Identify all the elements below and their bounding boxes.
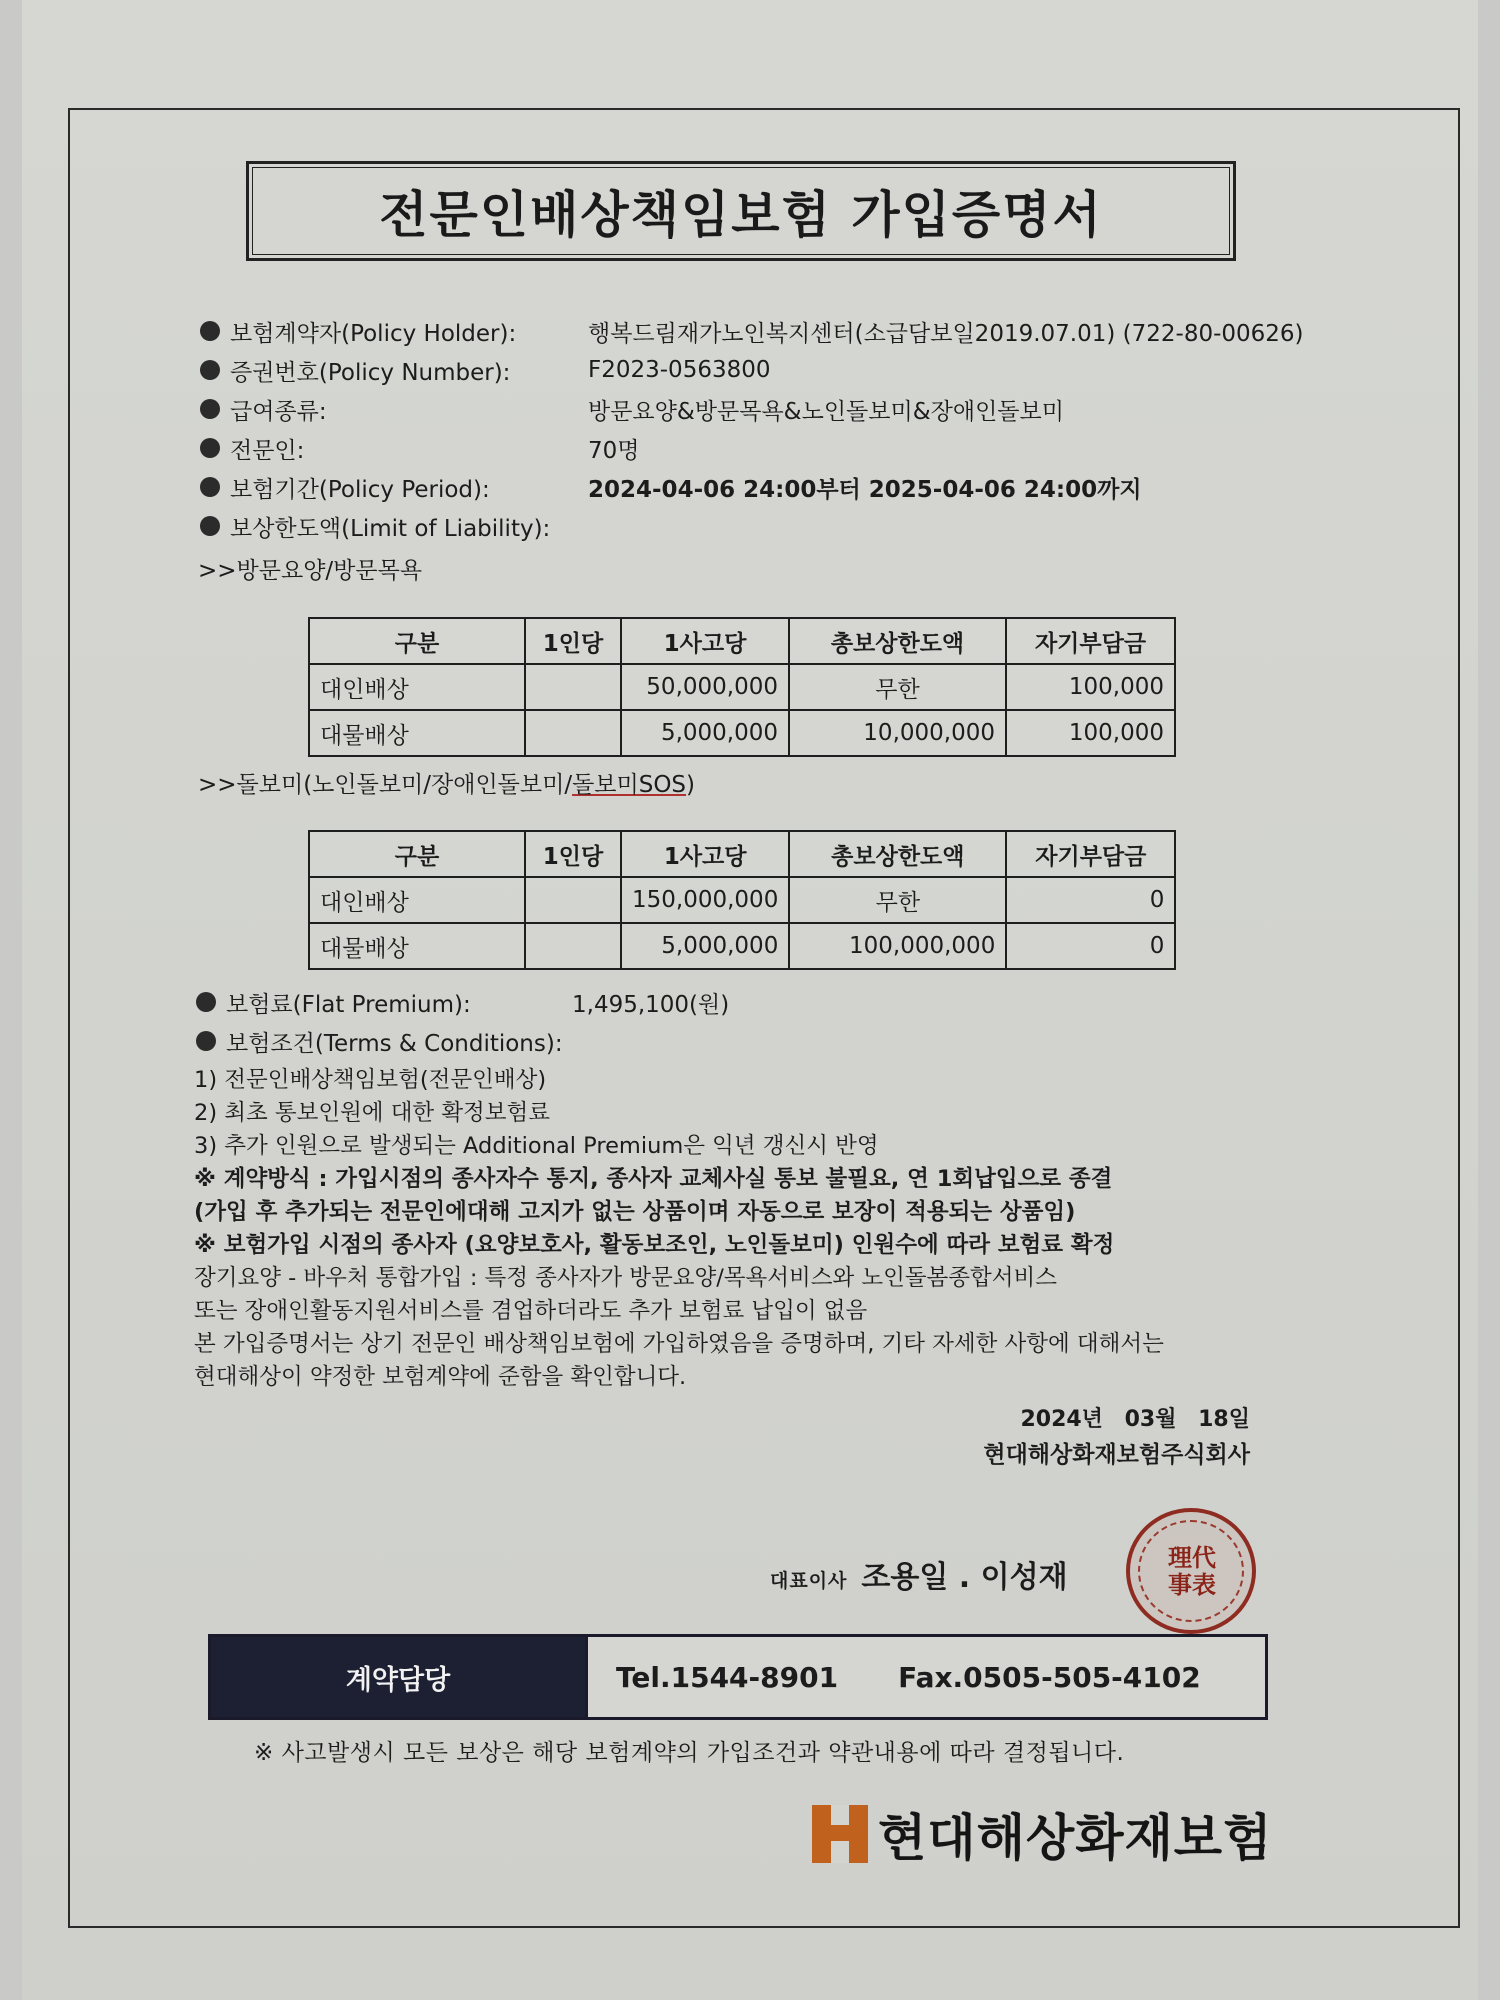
table-header-row — [309, 831, 1175, 877]
terms-note: 또는 장애인활동지원서비스를 겸업하더라도 추가 보험료 납입이 없음 — [194, 1298, 868, 1324]
col-header: 구분 — [309, 618, 525, 664]
benefit-type-label: 급여종류: — [230, 398, 327, 425]
deductible-cell: 0 — [1006, 877, 1175, 923]
table-row — [309, 664, 1175, 710]
bullet-icon — [200, 399, 220, 419]
category-cell: 대물배상 — [309, 923, 525, 969]
terms-row — [196, 1026, 584, 1056]
limit-of-liability-row — [200, 511, 588, 541]
policy-number-row — [200, 355, 771, 385]
contact-details — [585, 1637, 1265, 1717]
per-accident-cell: 5,000,000 — [621, 710, 789, 756]
deductible-cell: 100,000 — [1006, 664, 1175, 710]
document-title: 전문인배상책임보험 가입증명서 — [252, 167, 1230, 255]
section2-title-suffix: ) — [686, 772, 696, 798]
col-header: 1인당 — [525, 831, 621, 877]
section1-title: >>방문요양/방문목욕 — [198, 558, 423, 584]
table-row — [309, 877, 1175, 923]
per-person-cell — [525, 710, 621, 756]
bullet-icon — [200, 477, 220, 497]
bullet-icon — [200, 360, 220, 380]
ceo-names: 조용일 . 이성재 — [861, 1560, 1068, 1595]
col-header: 구분 — [309, 831, 525, 877]
col-header: 자기부담금 — [1006, 831, 1175, 877]
policy-period-row — [200, 472, 1142, 502]
issuing-company: 현대해상화재보험주식회사 — [983, 1442, 1250, 1468]
limit-of-liability-label: 보상한도액(Limit of Liability): — [230, 515, 551, 542]
col-header: 1사고당 — [621, 831, 789, 877]
liability-table-caregiver — [308, 830, 1176, 970]
certification-statement: 현대해상이 약정한 보험계약에 준함을 확인합니다. — [194, 1364, 687, 1390]
policy-number-value: F2023-0563800 — [588, 357, 771, 383]
col-header: 자기부담금 — [1006, 618, 1175, 664]
hyundai-h-logo-icon — [812, 1805, 868, 1863]
policy-period-value: 2024-04-06 24:00부터 2025-04-06 24:00까지 — [588, 476, 1142, 503]
terms-item: 1) 전문인배상책임보험(전문인배상) — [194, 1067, 547, 1093]
fax-number: Fax.0505-505-4102 — [898, 1660, 1201, 1694]
bullet-icon — [200, 321, 220, 341]
per-person-cell — [525, 923, 621, 969]
contract-method-detail: (가입 후 추가되는 전문인에대해 고지가 없는 상품이며 자동으로 보장이 적용되는 상품임) — [194, 1199, 1076, 1225]
policy-holder-label: 보험계약자(Policy Holder): — [230, 320, 517, 347]
section2-title-prefix: >>돌보미(노인돌보미/장애인돌보미/ — [198, 772, 573, 798]
premium-value: 1,495,100(원) — [572, 991, 730, 1018]
claims-notice: ※ 사고발생시 모든 보상은 해당 보험계약의 가입조건과 약관내용에 따라 결정됩니다. — [254, 1740, 1125, 1766]
terms-label: 보험조건(Terms & Conditions): — [226, 1030, 563, 1057]
policy-period-label: 보험기간(Policy Period): — [230, 476, 490, 503]
col-header: 1인당 — [525, 618, 621, 664]
bullet-icon — [200, 516, 220, 536]
issue-date: 2024년 03월 18일 — [1020, 1407, 1250, 1432]
section2-title-underlined: 돌보미SOS — [572, 772, 687, 798]
per-accident-cell: 150,000,000 — [621, 877, 789, 923]
section2-title — [198, 766, 695, 799]
col-header: 총보상한도액 — [789, 618, 1006, 664]
professionals-value: 70명 — [588, 437, 640, 464]
total-limit-cell: 무한 — [789, 877, 1006, 923]
policy-holder-row — [200, 316, 1304, 346]
benefit-type-row — [200, 394, 1064, 424]
bullet-icon — [196, 1031, 216, 1051]
category-cell: 대인배상 — [309, 664, 525, 710]
col-header: 1사고당 — [621, 618, 789, 664]
table-row — [309, 710, 1175, 756]
per-person-cell — [525, 664, 621, 710]
ceo-signature — [770, 1552, 1068, 1596]
per-accident-cell: 5,000,000 — [621, 923, 789, 969]
company-seal-icon — [1126, 1508, 1256, 1634]
company-logo — [812, 1798, 1272, 1870]
policy-holder-value: 행복드림재가노인복지센터(소급담보일2019.07.01) (722-80-00626) — [588, 320, 1304, 347]
professionals-label: 전문인: — [230, 437, 305, 464]
certification-statement: 본 가입증명서는 상기 전문인 배상책임보험에 가입하였음을 증명하며, 기타 자세한 사항에 대해서는 — [194, 1331, 1164, 1357]
seal-text: 理代事表 — [1168, 1543, 1216, 1599]
contact-label: 계약담당 — [211, 1637, 585, 1717]
contract-method-note: ※ 계약방식 : 가입시점의 종사자수 통지, 종사자 교체사실 통보 불필요, 연 1회납입으로 종결 — [194, 1166, 1113, 1192]
terms-note: 장기요양 - 바우처 통합가입 : 특정 종사자가 방문요양/목욕서비스와 노인돌봄종합서비스 — [194, 1265, 1057, 1291]
bullet-icon — [196, 992, 216, 1012]
per-accident-cell: 50,000,000 — [621, 664, 789, 710]
category-cell: 대물배상 — [309, 710, 525, 756]
ceo-title: 대표이사 — [770, 1570, 848, 1592]
per-person-cell — [525, 877, 621, 923]
benefit-type-value: 방문요양&방문목욕&노인돌보미&장애인돌보미 — [588, 398, 1064, 425]
liability-table-visit-care — [308, 617, 1176, 757]
premium-label: 보험료(Flat Premium): — [226, 991, 471, 1018]
total-limit-cell: 100,000,000 — [789, 923, 1006, 969]
table-row — [309, 923, 1175, 969]
professionals-row — [200, 433, 640, 463]
deductible-cell: 100,000 — [1006, 710, 1175, 756]
terms-item: 2) 최초 통보인원에 대한 확정보험료 — [194, 1100, 550, 1126]
premium-basis-note: ※ 보험가입 시점의 종사자 (요양보호사, 활동보조인, 노인돌보미) 인원수에 따라 보험료 확정 — [194, 1232, 1115, 1258]
total-limit-cell: 10,000,000 — [789, 710, 1006, 756]
deductible-cell: 0 — [1006, 923, 1175, 969]
premium-row — [196, 987, 729, 1017]
table-header-row — [309, 618, 1175, 664]
contact-box — [208, 1634, 1268, 1720]
col-header: 총보상한도액 — [789, 831, 1006, 877]
category-cell: 대인배상 — [309, 877, 525, 923]
terms-item: 3) 추가 인원으로 발생되는 Additional Premium은 익년 갱신시 반영 — [194, 1133, 879, 1159]
logo-name: 현대해상화재보험 — [878, 1809, 1273, 1867]
title-box — [246, 161, 1236, 261]
bullet-icon — [200, 438, 220, 458]
total-limit-cell: 무한 — [789, 664, 1006, 710]
tel-number: Tel.1544-8901 — [616, 1660, 839, 1694]
policy-number-label: 증권번호(Policy Number): — [230, 359, 511, 386]
